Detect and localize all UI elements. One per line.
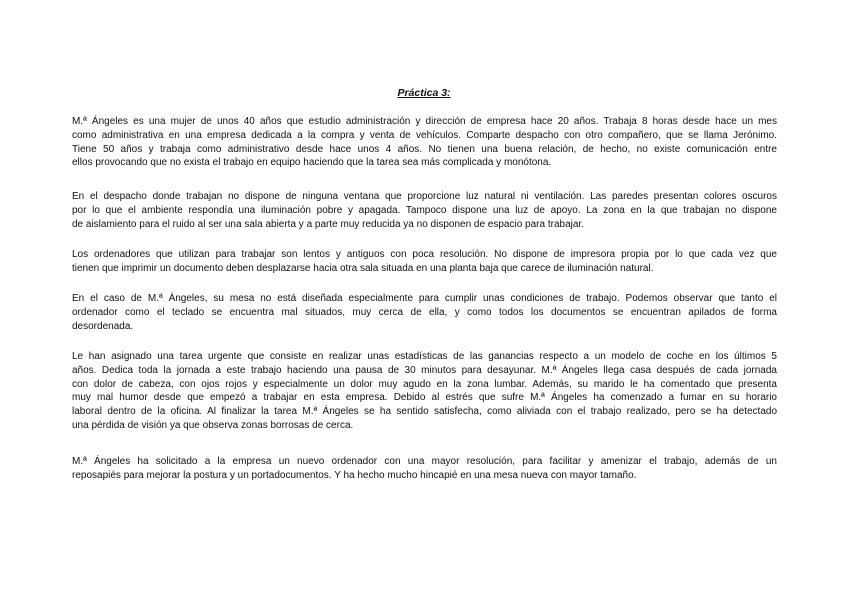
paragraph-line: muy mal humor desde que empezó a trabajar en esta empresa. Debido al estrés que sufre M.ª Ángeles ha comenzado a fumar en su horario [72, 392, 777, 404]
paragraph-4 [72, 292, 777, 333]
paragraph-line: ellos provocando que no exista el trabajo en equipo haciendo que la tarea sea más complicada y monótona. [72, 157, 552, 169]
paragraph-line: Tiene 50 años y trabaja como administrativo desde hace unos 4 años. No tienen una buena relación, de hecho, no existe comunicación entre [72, 143, 777, 155]
paragraph-line: de aislamiento para el ruido al ser una sala abierta y a parte muy reducida ya no disponen de espacio para trabajar. [72, 218, 584, 230]
paragraph-6 [72, 455, 777, 483]
paragraph-line: En el despacho donde trabajan no dispone de ninguna ventana que proporcione luz natural ni ventilación. Las paredes presentan colores oscuros [72, 191, 777, 202]
paragraph-1 [72, 115, 777, 170]
paragraph-5 [72, 350, 777, 433]
paragraph-line: ordenador como el teclado se encuentra mal situados, muy cerca de ella, y como todos los documentos se encuentran apilados de forma [72, 306, 777, 318]
paragraph-line: años. Dedica toda la jornada a este trabajo haciendo una pausa de 30 minutos para desayunar. M.ª Ángeles llega casa después de cada jornada [72, 364, 777, 376]
paragraph-2 [72, 190, 777, 231]
paragraph-line: tienen que imprimir un documento deben desplazarse hacia otra sala situada en una planta baja que carece de iluminación natural. [72, 262, 654, 274]
paragraph-line: desordenada. [72, 320, 134, 332]
paragraph-line: con dolor de cabeza, con ojos rojos y especialmente un dolor muy agudo en la zona lumbar. Además, su marido le ha comentado que presenta [72, 378, 777, 390]
paragraph-line: por lo que el ambiente respondía una iluminación pobre y apagada. Tampoco dispone una luz de apoyo. La zona en la que trabajan no dispone [72, 204, 777, 216]
paragraph-line: reposapiés para mejorar la postura y un portadocumentos. Y ha hecho mucho hincapié en una mesa nueva con mayor tamaño. [72, 469, 637, 481]
paragraph-line: Los ordenadores que utilizan para trabajar son lentos y antiguos con poca resolución. No dispone de impresora propia por lo que cada vez que [72, 249, 777, 260]
paragraph-line: En el caso de M.ª Ángeles, su mesa no está diseñada especialmente para cumplir unas condiciones de trabajo. Podemos observar que tanto el [72, 293, 777, 304]
document-title: Práctica 3: [397, 87, 451, 99]
paragraph-line: M.ª Ángeles es una mujer de unos 40 años que estudio administración y dirección de empresa hace 20 años. Trabaja 8 horas desde hace un mes [72, 116, 777, 127]
paragraph-line: M.ª Ángeles ha solicitado a la empresa un nuevo ordenador con una mayor resolución, para facilitar y amenizar el trabajo, además de un [72, 456, 777, 467]
paragraph-3 [72, 248, 777, 276]
paragraph-line: una pérdida de visión ya que observa zonas borrosas de cerca. [72, 419, 354, 431]
paragraph-line: laboral dentro de la oficina. Al finalizar la tarea M.ª Ángeles se ha sentido satisfecha, como aliviada con el trabajo realizado, pero se ha detectado [72, 406, 777, 417]
paragraph-line: como administrativa en una empresa dedicada a la compra y venta de vehículos. Comparte despacho con otro compañero, que se llama Jerónimo. [72, 129, 777, 141]
paragraph-line: Le han asignado una tarea urgente que consiste en realizar unas estadísticas de las ganancias respecto a un modelo de coche en los últimos 5 [72, 351, 777, 362]
